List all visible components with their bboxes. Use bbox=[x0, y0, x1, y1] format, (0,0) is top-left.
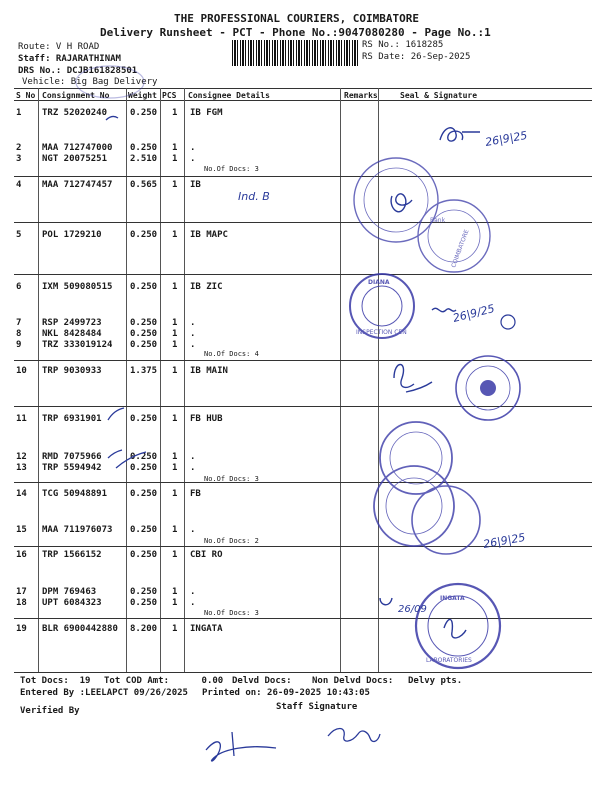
row-weight: 0.250 bbox=[130, 318, 158, 328]
row-weight: 0.250 bbox=[130, 230, 158, 240]
row-consignment-no: TRP 9030933 bbox=[42, 366, 102, 376]
table-header-border bbox=[14, 100, 592, 101]
row-consignment-no: TRZ 52020240 bbox=[42, 108, 108, 118]
row-sno: 19 bbox=[16, 624, 27, 634]
row-pcs: 1 bbox=[172, 143, 178, 153]
row-consignment-no: UPT 6084323 bbox=[42, 598, 102, 608]
vehicle-label: Vehicle: Big Bag Delivery bbox=[22, 77, 158, 87]
row-consignee-details: . bbox=[190, 452, 196, 462]
row-sno: 5 bbox=[16, 230, 22, 240]
signature bbox=[394, 365, 432, 393]
row-sno: 9 bbox=[16, 340, 22, 350]
row-consignee-details: INGATA bbox=[190, 624, 223, 634]
row-consignment-no: MAA 712747457 bbox=[42, 180, 113, 190]
row-sno: 16 bbox=[16, 550, 27, 560]
doc-count: No.Of Docs: 3 bbox=[204, 609, 259, 617]
signature-date: 26|9|25 bbox=[482, 530, 527, 551]
signature-date: 26|9/25 bbox=[451, 302, 496, 325]
svg-text:INGATA: INGATA bbox=[440, 595, 465, 602]
row-pcs: 1 bbox=[172, 366, 178, 376]
row-weight: 0.250 bbox=[130, 598, 158, 608]
tick-mark bbox=[108, 408, 124, 420]
row-weight: 0.250 bbox=[130, 550, 158, 560]
row-consignee-details: . bbox=[190, 154, 196, 164]
row-pcs: 1 bbox=[172, 340, 178, 350]
tick-mark bbox=[106, 116, 118, 120]
row-pcs: 1 bbox=[172, 550, 178, 560]
row-sno: 7 bbox=[16, 318, 22, 328]
total-docs: Tot Docs: 19 bbox=[20, 676, 91, 686]
company-title: THE PROFESSIONAL COURIERS, COIMBATORE bbox=[174, 12, 420, 25]
row-pcs: 1 bbox=[172, 587, 178, 597]
printed-on: Printed on: 26-09-2025 10:43:05 bbox=[202, 688, 370, 698]
signature bbox=[440, 128, 480, 141]
row-consignee-details: IB MAPC bbox=[190, 230, 228, 240]
row-consignee-details: . bbox=[190, 143, 196, 153]
row-consignee-details: IB bbox=[190, 180, 201, 190]
row-sno: 13 bbox=[16, 463, 27, 473]
table-bottom-border bbox=[14, 672, 592, 673]
group-separator bbox=[14, 546, 592, 547]
row-weight: 0.250 bbox=[130, 329, 158, 339]
runsheet-title: Delivery Runsheet - PCT - Phone No.:9047080280 - Page No.:1 bbox=[100, 26, 491, 39]
svg-text:LABORATORIES: LABORATORIES bbox=[426, 657, 472, 664]
route-label: Route: V H ROAD bbox=[18, 42, 100, 52]
row-sno: 6 bbox=[16, 282, 22, 292]
row-consignee-details: . bbox=[190, 598, 196, 608]
flower-stamp bbox=[456, 356, 520, 420]
row-weight: 2.510 bbox=[130, 154, 158, 164]
svg-text:INSPECTION CEN: INSPECTION CEN bbox=[356, 329, 407, 336]
row-consignment-no: NGT 20075251 bbox=[42, 154, 108, 164]
group-separator bbox=[14, 360, 592, 361]
row-consignee-details: . bbox=[190, 587, 196, 597]
signature-date: 26/09 bbox=[398, 604, 427, 615]
signature bbox=[391, 194, 412, 212]
row-pcs: 1 bbox=[172, 154, 178, 164]
row-sno: 18 bbox=[16, 598, 27, 608]
bank-stamp bbox=[374, 422, 480, 554]
row-consignment-no: DPM 769463 bbox=[42, 587, 97, 597]
row-consignment-no: IXM 509080515 bbox=[42, 282, 113, 292]
row-pcs: 1 bbox=[172, 489, 178, 499]
row-sno: 11 bbox=[16, 414, 27, 424]
row-weight: 0.250 bbox=[130, 108, 158, 118]
row-pcs: 1 bbox=[172, 463, 178, 473]
row-consignment-no: TRP 5594942 bbox=[42, 463, 102, 473]
row-consignment-no: BLR 6900442880 bbox=[42, 624, 118, 634]
row-consignee-details: FB HUB bbox=[190, 414, 223, 424]
svg-text:Bank: Bank bbox=[430, 217, 446, 224]
row-pcs: 1 bbox=[172, 230, 178, 240]
doc-count: No.Of Docs: 2 bbox=[204, 537, 259, 545]
row-pcs: 1 bbox=[172, 108, 178, 118]
row-consignment-no: TRP 6931901 bbox=[42, 414, 102, 424]
circled-mark bbox=[501, 315, 515, 329]
svg-text:DIANA: DIANA bbox=[368, 279, 390, 286]
row-consignment-no: TCG 50948891 bbox=[42, 489, 108, 499]
row-consignee-details: . bbox=[190, 340, 196, 350]
row-weight: 0.250 bbox=[130, 463, 158, 473]
row-pcs: 1 bbox=[172, 525, 178, 535]
drs-number: DRS No.: DCJB161828501 bbox=[18, 66, 138, 76]
row-consignment-no: RMD 7075966 bbox=[42, 452, 102, 462]
row-pcs: 1 bbox=[172, 282, 178, 292]
delivery-points: Delvy pts. bbox=[408, 676, 463, 686]
row-sno: 14 bbox=[16, 489, 27, 499]
diana-stamp bbox=[350, 274, 414, 338]
entered-by: Entered By :LEELAPCT 09/26/2025 bbox=[20, 688, 188, 698]
row-pcs: 1 bbox=[172, 180, 178, 190]
row-pcs: 1 bbox=[172, 452, 178, 462]
rs-date: RS Date: 26-Sep-2025 bbox=[362, 52, 471, 62]
group-separator bbox=[14, 406, 592, 407]
group-separator bbox=[14, 222, 592, 223]
staff-signature-label: Staff Signature bbox=[276, 702, 358, 712]
row-sno: 12 bbox=[16, 452, 27, 462]
row-weight: 0.250 bbox=[130, 452, 158, 462]
row-consignee-details: . bbox=[190, 525, 196, 535]
row-sno: 17 bbox=[16, 587, 27, 597]
row-pcs: 1 bbox=[172, 329, 178, 339]
row4-note: Ind. B bbox=[238, 190, 270, 203]
group-separator bbox=[14, 176, 592, 177]
barcode-image bbox=[232, 40, 358, 66]
col-header-weight: Weight bbox=[128, 91, 157, 100]
col-header-seal-signature: Seal & Signature bbox=[400, 91, 478, 100]
row-consignment-no: RSP 2499723 bbox=[42, 318, 102, 328]
col-header-sno: S No bbox=[16, 91, 36, 100]
staff-label: Staff: RAJARATHINAM bbox=[18, 54, 121, 64]
doc-count: No.Of Docs: 4 bbox=[204, 350, 259, 358]
signature bbox=[432, 308, 456, 311]
row-sno: 4 bbox=[16, 180, 22, 190]
row-sno: 15 bbox=[16, 525, 27, 535]
row-consignee-details: . bbox=[190, 318, 196, 328]
row-sno: 10 bbox=[16, 366, 27, 376]
row-sno: 3 bbox=[16, 154, 22, 164]
row-weight: 0.250 bbox=[130, 282, 158, 292]
row-pcs: 1 bbox=[172, 598, 178, 608]
verified-by-signature bbox=[206, 732, 276, 761]
row-consignment-no: MAA 711976073 bbox=[42, 525, 113, 535]
verified-by-label: Verified By bbox=[20, 706, 80, 716]
row-weight: 0.250 bbox=[130, 587, 158, 597]
col-header-consignment: Consignment No bbox=[42, 91, 110, 100]
row-weight: 0.565 bbox=[130, 180, 158, 190]
signature-date: 26|9|25 bbox=[484, 128, 529, 149]
signature bbox=[444, 619, 466, 637]
row-consignee-details: IB MAIN bbox=[190, 366, 228, 376]
col-header-consignee: Consignee Details bbox=[188, 91, 270, 100]
row-sno: 1 bbox=[16, 108, 22, 118]
row-consignee-details: IB FGM bbox=[190, 108, 223, 118]
group-separator bbox=[14, 274, 592, 275]
group-separator bbox=[14, 618, 592, 619]
row-weight: 0.250 bbox=[130, 414, 158, 424]
row-consignee-details: CBI RO bbox=[190, 550, 223, 560]
row-weight: 0.250 bbox=[130, 143, 158, 153]
row-weight: 0.250 bbox=[130, 340, 158, 350]
row-weight: 1.375 bbox=[130, 366, 158, 376]
row-consignment-no: TRP 1566152 bbox=[42, 550, 102, 560]
col-header-remarks: Remarks bbox=[344, 91, 378, 100]
svg-text:COIMBATORE: COIMBATORE bbox=[450, 228, 471, 269]
total-cod-amount: Tot COD Amt: 0.00 bbox=[104, 676, 224, 686]
row-weight: 8.200 bbox=[130, 624, 158, 634]
ingata-stamp bbox=[416, 584, 500, 668]
row-consignee-details: . bbox=[190, 463, 196, 473]
row-pcs: 1 bbox=[172, 624, 178, 634]
delivered-docs: Delvd Docs: bbox=[232, 676, 292, 686]
row-sno: 8 bbox=[16, 329, 22, 339]
table-top-border bbox=[14, 88, 592, 89]
staff-signature bbox=[328, 729, 380, 742]
rs-number: RS No.: 1618285 bbox=[362, 40, 444, 50]
row-pcs: 1 bbox=[172, 414, 178, 424]
row-consignment-no: MAA 712747000 bbox=[42, 143, 113, 153]
non-delivered-docs: Non Delvd Docs: bbox=[312, 676, 394, 686]
row-consignment-no: POL 1729210 bbox=[42, 230, 102, 240]
row-consignment-no: NKL 8428484 bbox=[42, 329, 102, 339]
row-pcs: 1 bbox=[172, 318, 178, 328]
row-sno: 2 bbox=[16, 143, 22, 153]
row-weight: 0.250 bbox=[130, 489, 158, 499]
row-consignee-details: . bbox=[190, 329, 196, 339]
row-consignee-details: IB ZIC bbox=[190, 282, 223, 292]
doc-count: No.Of Docs: 3 bbox=[204, 475, 259, 483]
doc-count: No.Of Docs: 3 bbox=[204, 165, 259, 173]
col-header-pcs: PCS bbox=[162, 91, 177, 100]
group-separator bbox=[14, 482, 592, 483]
tick-mark bbox=[108, 450, 122, 458]
signature bbox=[380, 598, 392, 605]
row-consignment-no: TRZ 333019124 bbox=[42, 340, 113, 350]
row-consignee-details: FB bbox=[190, 489, 201, 499]
row-weight: 0.250 bbox=[130, 525, 158, 535]
